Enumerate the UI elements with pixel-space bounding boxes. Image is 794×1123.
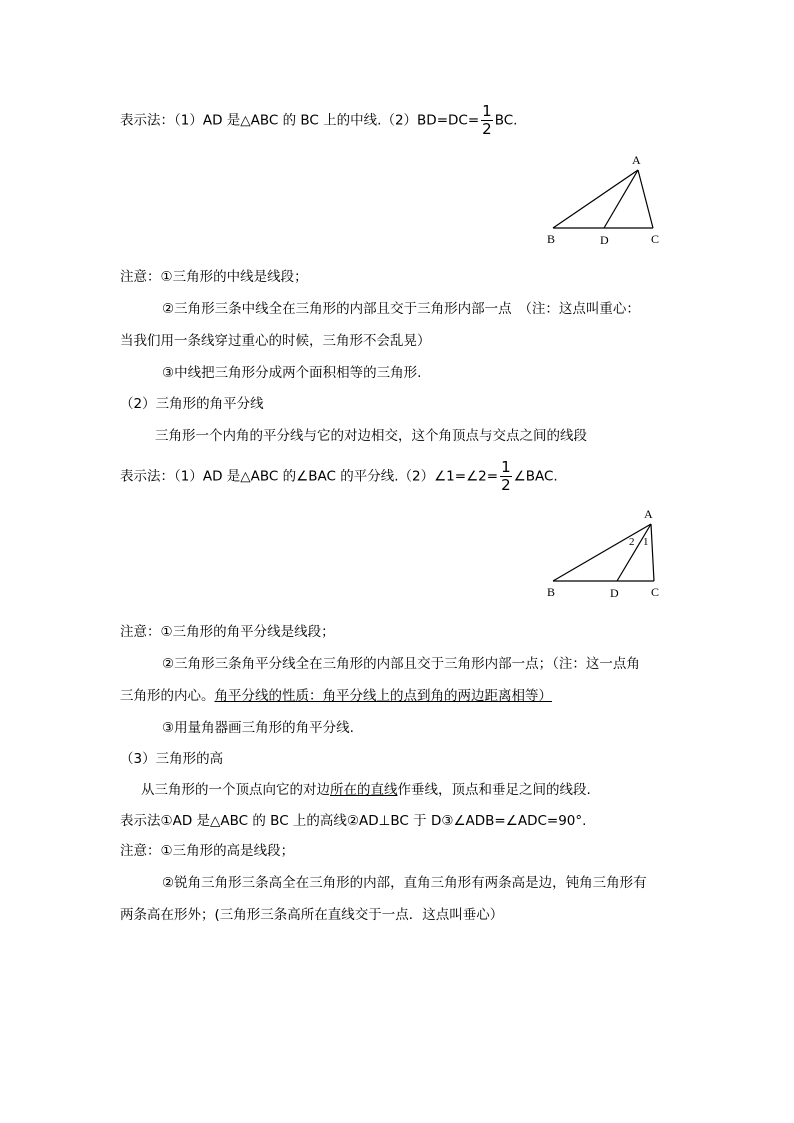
altitude-definition: 从三角形的一个顶点向它的对边所在的直线作垂线，顶点和垂足之间的线段.: [141, 782, 591, 798]
median-representation: [120, 103, 517, 138]
bisector-label-b: B: [547, 585, 556, 599]
bisector-label-c: C: [651, 585, 660, 599]
bisector-angle-label-2: 2: [629, 536, 635, 548]
bisector-representation: [120, 459, 558, 494]
underlined-line-phrase: 所在的直线: [330, 782, 398, 798]
median-side-ab: [553, 170, 638, 228]
closing-paren: ）: [538, 688, 552, 704]
bisector-label-d: D: [610, 586, 619, 600]
bisector-repr-suffix: ∠BAC.: [513, 468, 558, 485]
bisector-side-ac: [651, 524, 654, 581]
median-label-d: D: [600, 233, 609, 247]
altitude-note-2b: 两条高在形外；(三角形三条高所在直线交于一点．这点叫垂心）: [120, 907, 504, 923]
altitude-note-1: 注意：①三角形的高是线段；: [120, 843, 295, 859]
bisector-angle-label-1: 1: [643, 536, 649, 548]
bisector-repr-prefix: 表示法：（1）AD 是△ABC 的∠BAC 的平分线.（2）∠1=∠2=: [120, 468, 499, 485]
altitude-note-2: ②锐角三角形三条高全在三角形的内部，直角三角形有两条高是边，钝角三角形有: [162, 875, 647, 891]
median-note-2: ②三角形三条中线全在三角形的内部且交于三角形内部一点 （注：这点叫重心：: [162, 301, 640, 317]
median-repr-prefix: 表示法：（1）AD 是△ABC 的 BC 上的中线.（2）BD=DC=: [120, 112, 480, 129]
incenter-text: 三角形的内心。: [120, 688, 215, 704]
bisector-note-3: ③用量角器画三角形的角平分线.: [162, 720, 354, 736]
median-side-ac: [638, 170, 653, 228]
bisector-heading: （2）三角形的角平分线: [120, 396, 264, 412]
bisector-property-text: 角平分线的性质：角平分线上的点到角的两边距离相等: [214, 688, 539, 704]
fraction-one-half: $\frac{1}{2}$: [482, 102, 492, 138]
bisector-segment-ad: [617, 524, 651, 581]
median-note-3: ③中线把三角形分成两个面积相等的三角形.: [162, 365, 422, 381]
bisector-note-2b: [120, 686, 552, 706]
median-note-1: 注意：①三角形的中线是线段；: [120, 269, 308, 285]
median-note-2b: 当我们用一条线穿过重心的时候，三角形不会乱晃）: [120, 333, 431, 349]
altitude-representation: 表示法①AD 是△ABC 的 BC 上的高线②AD⊥BC 于 D③∠ADB=∠ADC=90°.: [120, 813, 587, 829]
bisector-note-1: 注意：①三角形的角平分线是线段；: [120, 624, 335, 640]
median-label-c: C: [651, 232, 660, 246]
median-repr-suffix: BC.: [494, 112, 518, 129]
median-label-a: A: [632, 153, 641, 167]
fraction-one-half: $\frac{1}{2}$: [501, 458, 511, 494]
bisector-label-a: A: [644, 507, 653, 521]
bisector-definition: 三角形一个内角的平分线与它的对边相交，这个角顶点与交点之间的线段: [155, 428, 587, 444]
altitude-heading: （3）三角形的高: [120, 751, 224, 767]
bisector-note-2: ②三角形三条角平分线全在三角形的内部且交于三角形内部一点；（注：这一点角: [162, 656, 640, 672]
median-label-b: B: [547, 232, 556, 246]
bisector-side-ab: [553, 524, 651, 581]
median-segment-ad: [604, 170, 638, 228]
